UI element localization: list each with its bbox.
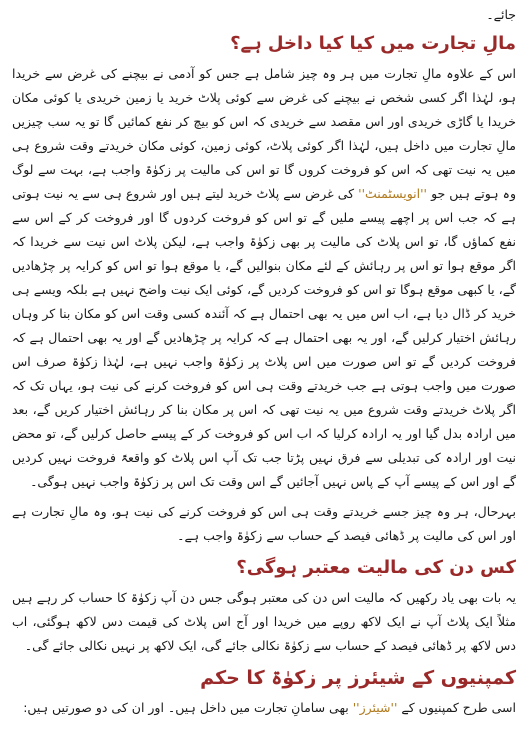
- paragraph-valuation-day: یہ بات بھی یاد رکھیں کہ مالیت اس دن کی معتبر ہوگی جس دن آپ زکوٰۃ کا حساب کر رہے ہیں مثلاً ایک پلاٹ آپ نے ایک لاکھ روپے میں خریدا اور آج اس پلاٹ کی قیمت دس لاکھ ہوگئی، اب دس لاکھ پر ڈھائی فیصد کے حساب سے زکوٰۃ نکالی جائے گی، ایک لاکھ پر نہیں نکالی جائے گی۔: [12, 590, 516, 653]
- top-line: جائے۔: [486, 7, 516, 22]
- section-heading-shares: کمپنیوں کے شیئرز پر زکوٰۃ کا حکم: [200, 667, 516, 689]
- paragraph-text: اسی طرح کمپنیوں کے: [401, 700, 516, 715]
- paragraph-trade-goods: [12, 62, 516, 494]
- section-heading-trade-goods: مالِ تجارت میں کیا کیا داخل ہے؟: [230, 33, 516, 54]
- paragraph-text: کی غرض سے پلاٹ خرید لیتے ہیں اور شروع ہی سے یہ نیت ہوتی ہے کہ جب اس پر اچھے پیسے ملیں گے تو اس کو فروخت کردوں گا اور فروخت کر کے اس سے نفع کماؤں گا، تو اس پلاٹ کی مالیت پر بھی زکوٰۃ واجب ہے، لیکن پلاٹ اس نیت سے خریدا کہ اگر موقع ہوا تو اس پر رہائش کے لئے مکان بنوالیں گے، یا موقع ہوا تو اس کو کرایہ پر چڑھادیں گے، یا کبھی موقع ہوگا تو اس کو فروخت کردیں گے، کوئی ایک نیت واضح نہیں ہے بلکہ ویسے ہی خرید کر ڈال دیا ہے، اب اس میں یہ بھی احتمال ہے کہ آئندہ کسی وقت اس کو مکان بنا کر وہاں رہائش اختیار کرلیں گے، اور یہ بھی احتمال ہے کہ کرایہ پر چڑھادیں گے اور یہ بھی احتمال ہے کہ فروخت کردیں گے تو اس صورت میں اس پلاٹ پر زکوٰۃ واجب نہیں ہے، لہٰذا زکوٰۃ صرف اس صورت میں واجب ہوتی ہے جب خریدتے وقت ہی اس کو فروخت کرنے کی نیت ہو، یہاں تک کہ اگر پلاٹ خریدتے وقت شروع میں یہ نیت تھی کہ اس پر مکان بنا کر رہائش اختیار کریں گے، بعد میں ارادہ بدل گیا اور یہ ارادہ کرلیا کہ اب اس کو فروخت کر کے پیسے حاصل کرلیں گے، تو محض نیت اور ارادہ کی تبدیلی سے فرق نہیں پڑتا جب تک آپ اس پلاٹ کو واقعۃً فروخت نہیں کردیں گے اور اس کے پیسے آپ کے پاس نہیں آجائیں گے اس وقت تک اس پر زکوٰۃ واجب نہیں ہوگی۔: [12, 186, 516, 489]
- paragraph-summary: بہرحال، ہر وہ چیز جسے خریدتے وقت ہی اس کو فروخت کرنے کی نیت ہو، وہ مالِ تجارت ہے اور اس کی مالیت پر ڈھائی فیصد کے حساب سے زکوٰۃ واجب ہے۔: [12, 504, 516, 543]
- highlighted-term: ''شیئرز'': [352, 700, 398, 715]
- paragraph-shares: [12, 696, 516, 720]
- paragraph-text: بھی سامانِ تجارت میں داخل ہیں۔ اور ان کی دو صورتیں ہیں:: [23, 700, 349, 715]
- highlighted-term: ''انویسٹمنٹ'': [358, 186, 427, 201]
- section-heading-valuation-day: کس دن کی مالیت معتبر ہوگی؟: [236, 557, 516, 578]
- paragraph-text: اس کے علاوہ مالِ تجارت میں ہر وہ چیز شامل ہے جس کو آدمی نے بیچنے کی غرض سے خریدا ہو، لہٰذا اگر کسی شخص نے بیچنے کی غرض سے کوئی پلاٹ خرید یا زمین خریدی یا کوئی مکان خریدا یا گاڑی خریدی اور اس مقصد سے خریدی کہ اس کو بیچ کر نفع کمائیں گا تو یہ سب چیزیں مالِ تجارت میں داخل ہیں، لہٰذا اگر کوئی پلاٹ، کوئی زمین، کوئی مکان خریدتے وقت شروع ہی میں یہ نیت تھی کہ اس کو فروخت کروں گا تو اس کی مالیت پر زکوٰۃ واجب ہے، بہت سے لوگ وہ ہوتے ہیں جو: [12, 66, 516, 201]
